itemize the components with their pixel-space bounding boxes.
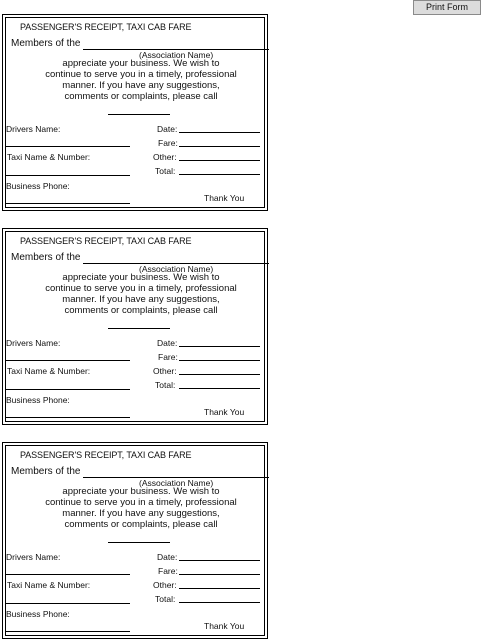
date-field[interactable] <box>179 132 260 133</box>
body-line: continue to serve you in a timely, professional <box>45 69 237 80</box>
body-line: continue to serve you in a timely, professional <box>45 497 237 508</box>
association-caption: (Association Name) <box>139 478 214 488</box>
other-label: Other: <box>153 580 177 590</box>
body-line: comments or complaints, please call <box>64 519 218 530</box>
drivers-name-label: Drivers Name: <box>6 338 61 348</box>
receipt-title: PASSENGER'S RECEIPT, TAXI CAB FARE <box>20 450 192 460</box>
members-label: Members of the <box>11 252 81 263</box>
members-label: Members of the <box>11 38 81 49</box>
date-label: Date: <box>157 124 178 134</box>
business-phone-field[interactable] <box>6 203 130 204</box>
receipt-inner-border <box>5 17 265 208</box>
body-line: appreciate your business. We wish to <box>62 58 220 69</box>
drivers-name-label: Drivers Name: <box>6 552 61 562</box>
call-number-field[interactable] <box>108 328 170 329</box>
business-phone-label: Business Phone: <box>6 609 70 619</box>
receipt-title: PASSENGER'S RECEIPT, TAXI CAB FARE <box>20 22 192 32</box>
total-field[interactable] <box>179 388 260 389</box>
total-label: Total: <box>155 380 176 390</box>
other-label: Other: <box>153 366 177 376</box>
drivers-name-field[interactable] <box>6 360 130 361</box>
other-label: Other: <box>153 152 177 162</box>
association-caption: (Association Name) <box>139 264 214 274</box>
receipt-inner-border <box>5 231 265 422</box>
total-field[interactable] <box>179 174 260 175</box>
fare-label: Fare: <box>158 566 178 576</box>
body-line: manner. If you have any suggestions, <box>62 294 220 305</box>
taxi-name-number-label: Taxi Name & Number: <box>7 580 91 590</box>
business-phone-label: Business Phone: <box>6 181 70 191</box>
thank-you-text: Thank You <box>204 193 245 203</box>
fare-field[interactable] <box>179 146 260 147</box>
business-phone-field[interactable] <box>6 417 130 418</box>
body-line: comments or complaints, please call <box>64 91 218 102</box>
total-field[interactable] <box>179 602 260 603</box>
taxi-name-number-field[interactable] <box>6 603 130 604</box>
receipt-card <box>2 14 268 211</box>
receipt-card <box>2 228 268 425</box>
total-label: Total: <box>155 166 176 176</box>
members-label: Members of the <box>11 466 81 477</box>
date-label: Date: <box>157 552 178 562</box>
receipt-body <box>26 486 256 530</box>
business-phone-field[interactable] <box>6 631 130 632</box>
print-form-button[interactable]: Print Form <box>413 0 481 15</box>
receipt-inner-border <box>5 445 265 636</box>
other-field[interactable] <box>179 588 260 589</box>
business-phone-label: Business Phone: <box>6 395 70 405</box>
body-line: appreciate your business. We wish to <box>62 486 220 497</box>
body-line: continue to serve you in a timely, professional <box>45 283 237 294</box>
taxi-name-number-label: Taxi Name & Number: <box>7 366 91 376</box>
association-caption: (Association Name) <box>139 50 214 60</box>
other-field[interactable] <box>179 160 260 161</box>
drivers-name-field[interactable] <box>6 574 130 575</box>
receipt-title: PASSENGER'S RECEIPT, TAXI CAB FARE <box>20 236 192 246</box>
drivers-name-field[interactable] <box>6 146 130 147</box>
date-field[interactable] <box>179 560 260 561</box>
taxi-name-number-field[interactable] <box>6 175 130 176</box>
date-field[interactable] <box>179 346 260 347</box>
taxi-name-number-label: Taxi Name & Number: <box>7 152 91 162</box>
thank-you-text: Thank You <box>204 621 245 631</box>
taxi-name-number-field[interactable] <box>6 389 130 390</box>
body-line: manner. If you have any suggestions, <box>62 80 220 91</box>
receipt-body <box>26 58 256 102</box>
call-number-field[interactable] <box>108 114 170 115</box>
fare-field[interactable] <box>179 360 260 361</box>
fare-label: Fare: <box>158 138 178 148</box>
thank-you-text: Thank You <box>204 407 245 417</box>
body-line: comments or complaints, please call <box>64 305 218 316</box>
fare-label: Fare: <box>158 352 178 362</box>
drivers-name-label: Drivers Name: <box>6 124 61 134</box>
receipt-card <box>2 442 268 639</box>
other-field[interactable] <box>179 374 260 375</box>
date-label: Date: <box>157 338 178 348</box>
call-number-field[interactable] <box>108 542 170 543</box>
total-label: Total: <box>155 594 176 604</box>
body-line: appreciate your business. We wish to <box>62 272 220 283</box>
body-line: manner. If you have any suggestions, <box>62 508 220 519</box>
receipt-body <box>26 272 256 316</box>
fare-field[interactable] <box>179 574 260 575</box>
